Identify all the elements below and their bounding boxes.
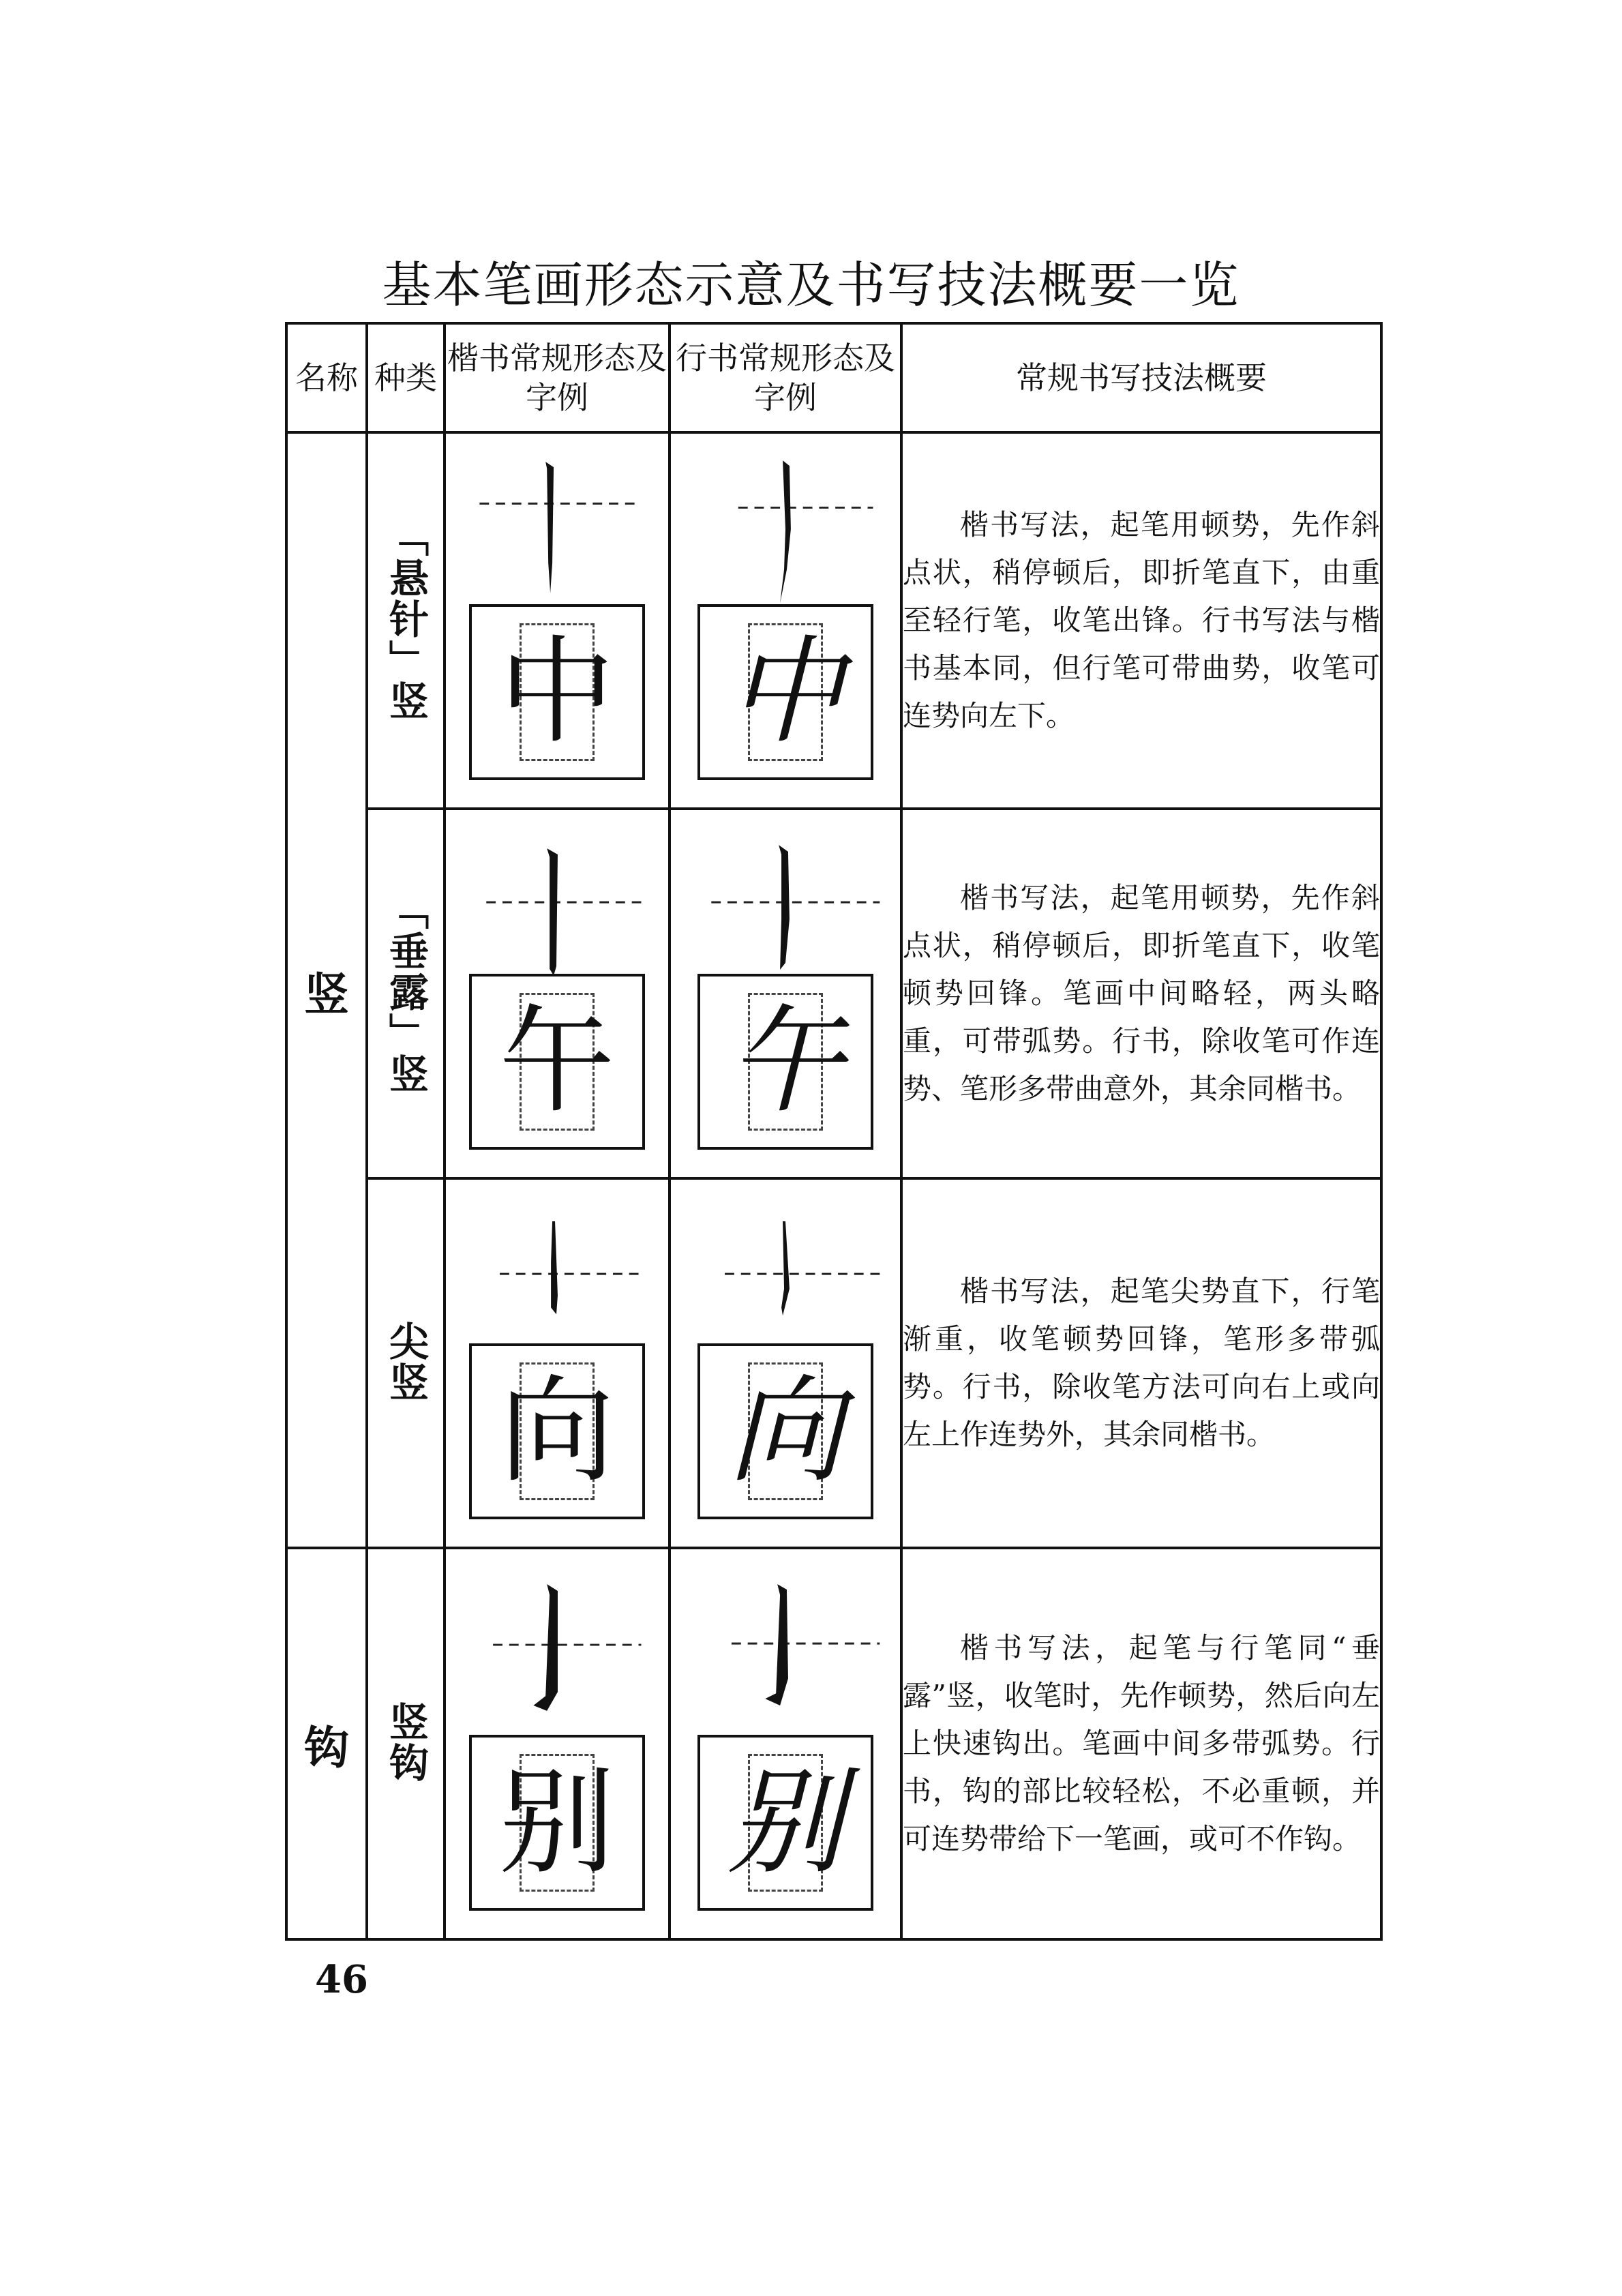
example-char: 午	[498, 994, 615, 1129]
char-frame	[469, 1343, 645, 1519]
technique-desc: 楷书写法，起笔用顿势，先作斜点状，稍停顿后，即折笔直下，由重至轻行笔，收笔出锋。行书写法与楷书基本同，但行笔可带曲势，收笔可连势向左下。	[901, 432, 1381, 809]
vertical-stroke-icon	[671, 447, 900, 618]
header-technique: 常规书写技法概要	[901, 323, 1381, 432]
type-cell	[367, 809, 445, 1178]
category-shu: 竖	[286, 432, 367, 1548]
kaishu-demo-cell	[445, 432, 670, 809]
hook-stroke-icon	[671, 1563, 900, 1733]
kaishu-demo-cell	[445, 1178, 670, 1548]
category-gou: 钩	[286, 1548, 367, 1939]
technique-desc: 楷书写法，起笔用顿势，先作斜点状，稍停顿后，即折笔直下，收笔顿势回锋。笔画中间略轻，两头略重，可带弧势。行书，除收笔可作连势、笔形多带曲意外，其余同楷书。	[901, 809, 1381, 1178]
technique-desc: 楷书写法，起笔尖势直下，行笔渐重，收笔顿势回锋，笔形多带弧势。行书，除收笔方法可向右上或向左上作连势外，其余同楷书。	[901, 1178, 1381, 1548]
char-frame	[469, 1735, 645, 1911]
header-name: 名称	[286, 323, 367, 432]
page-title: 基本笔画形态示意及书写技法概要一览	[382, 256, 1240, 314]
technique-desc: 楷书写法，起笔与行笔同“垂露”竖，收笔时，先作顿势，然后向左上快速钩出。笔画中间多带弧势。行书，钩的部比较轻松，不必重顿，并可连势带给下一笔画，或可不作钩。	[901, 1548, 1381, 1939]
xingshu-demo-cell	[670, 1178, 901, 1548]
page-number: 46	[315, 1957, 368, 2002]
type-cell	[367, 432, 445, 809]
example-char: 午	[727, 994, 843, 1129]
table-row	[286, 809, 1381, 1178]
xingshu-demo-cell	[670, 432, 901, 809]
kaishu-demo-cell	[445, 809, 670, 1178]
type-cell	[367, 1548, 445, 1939]
example-char: 中	[498, 625, 615, 760]
example-char: 中	[727, 625, 843, 760]
kaishu-demo-cell	[445, 1548, 670, 1939]
vertical-stroke-icon	[671, 1193, 900, 1364]
vertical-stroke-icon	[446, 1193, 668, 1364]
char-frame	[697, 1735, 873, 1911]
type-cell	[367, 1178, 445, 1548]
header-type: 种类	[367, 323, 445, 432]
xingshu-demo-cell	[670, 809, 901, 1178]
type-label: 「垂露」竖	[382, 890, 429, 1094]
char-frame	[469, 604, 645, 780]
stroke-table	[285, 322, 1383, 1941]
example-char: 向	[498, 1364, 615, 1499]
type-label: 竖钩	[382, 1701, 429, 1783]
example-char: 向	[727, 1364, 843, 1499]
vertical-stroke-icon	[446, 824, 668, 994]
char-frame	[697, 604, 873, 780]
type-label: 「悬针」竖	[382, 517, 429, 721]
char-frame	[697, 1343, 873, 1519]
hook-stroke-icon	[446, 1563, 668, 1733]
table-row	[286, 432, 1381, 809]
example-char: 别	[727, 1755, 843, 1890]
char-frame	[469, 974, 645, 1150]
type-label: 尖竖	[382, 1321, 429, 1403]
xingshu-demo-cell	[670, 1548, 901, 1939]
example-char: 别	[498, 1755, 615, 1890]
table-header-row	[286, 323, 1381, 432]
header-kaishu: 楷书常规形态及字例	[445, 323, 670, 432]
header-xingshu: 行书常规形态及字例	[670, 323, 901, 432]
table-row	[286, 1548, 1381, 1939]
table-row	[286, 1178, 1381, 1548]
vertical-stroke-icon	[671, 824, 900, 994]
char-frame	[697, 974, 873, 1150]
vertical-stroke-icon	[446, 447, 668, 618]
